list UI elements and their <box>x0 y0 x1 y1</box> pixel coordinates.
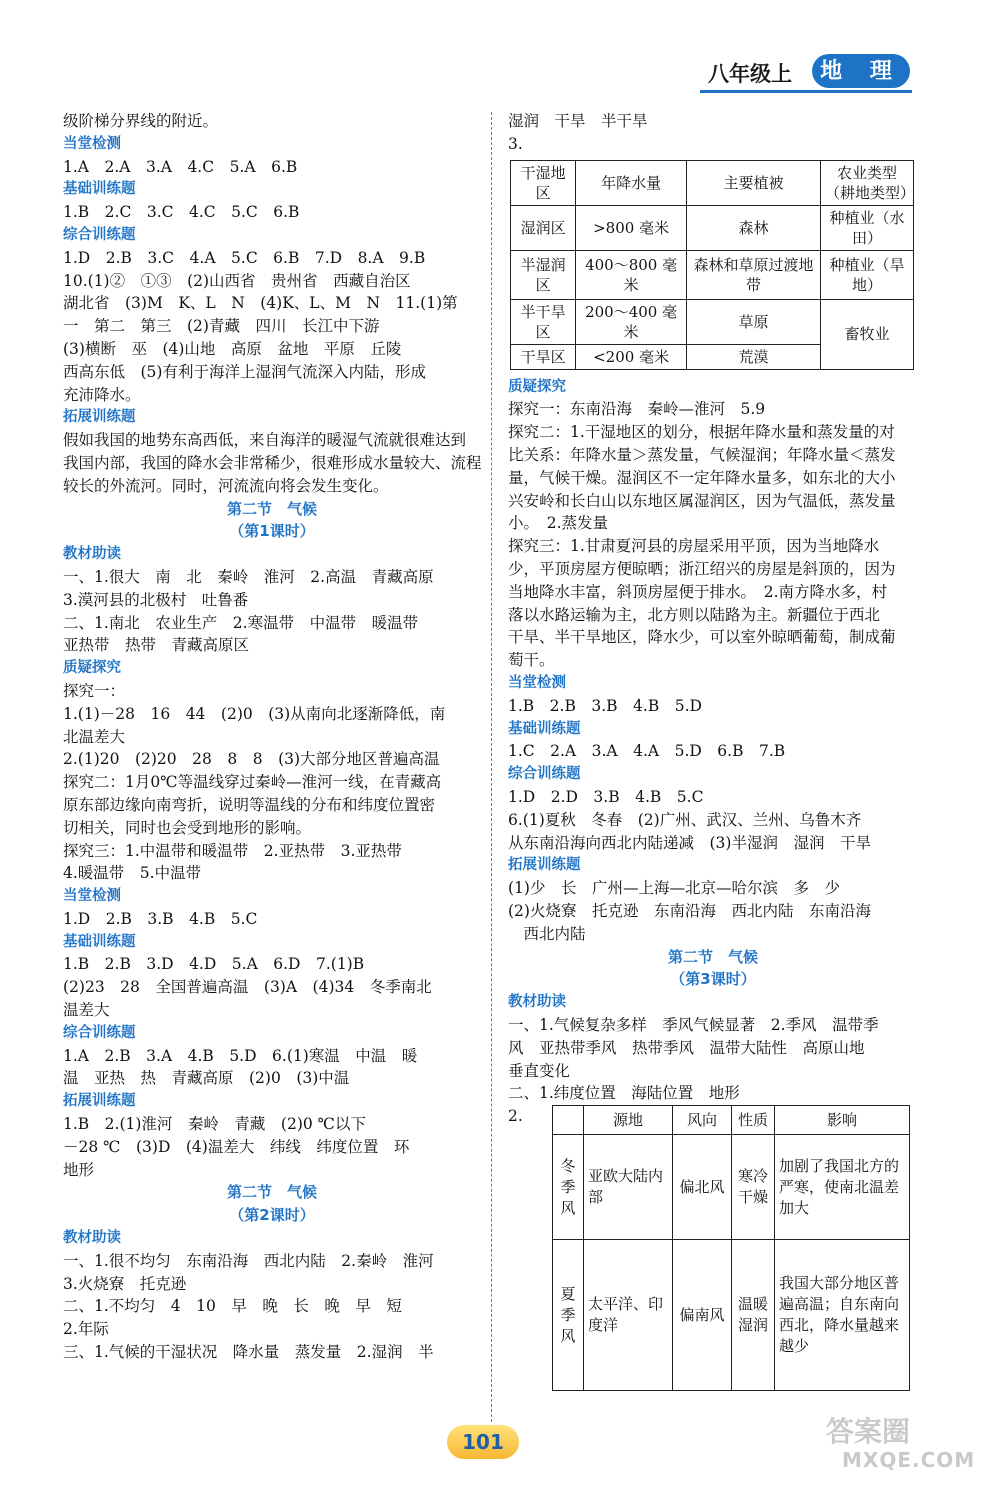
answer-line: 当地降水丰富，斜顶房屋便于排水。 2.南方降水多，村 <box>508 582 888 601</box>
answer-line: 较长的外流河。同时，河流流向将会发生变化。 <box>63 476 389 495</box>
table-cell: 冬季风 <box>553 1135 584 1240</box>
right-column <box>508 110 918 1391</box>
answer-line: 温差大 <box>63 1001 110 1020</box>
answer-line: 温 亚热 热 青藏高原 (2)0 (3)中温 <box>63 1069 350 1088</box>
monsoon-table-wrap <box>508 1105 918 1391</box>
answer-line: 探究二：1.干湿地区的划分，根据年降水量和蒸发量的对 <box>508 423 895 442</box>
table-cell: 温暖湿润 <box>732 1240 775 1391</box>
answer-line: 3. <box>508 134 523 153</box>
section-heading: 当堂检测 <box>63 888 121 905</box>
answer-line: 北温差大 <box>63 727 126 746</box>
section-heading: 基础训练题 <box>508 720 581 737</box>
table-cell: 200～400 毫米 <box>576 299 687 344</box>
section-heading: 质疑探究 <box>63 660 121 677</box>
answer-line: 探究一： <box>63 681 126 700</box>
answer-line: 风 亚热带季风 热带季风 温带大陆性 高原山地 <box>508 1038 865 1057</box>
answer-line: 2.(1)20 (2)20 28 8 8 (3)大部分地区普遍高温 <box>63 750 440 769</box>
chapter-title: 第二节 气候 <box>226 1183 317 1202</box>
table-cell: 400～800 毫米 <box>576 250 687 299</box>
table-header-cell: 年降水量 <box>576 160 687 205</box>
table-cell: 加剧了我国北方的严寒，使南北温差加大 <box>775 1135 910 1240</box>
watermark-logo: 答案圈 <box>826 1415 911 1448</box>
section-heading: 综合训练题 <box>63 226 136 243</box>
chapter-title: 第二节 气候 <box>667 947 758 966</box>
text-line: 级阶梯分界线的附近。 <box>63 112 219 130</box>
answer-line: 一 第二 第三 (2)青藏 四川 长江中下游 <box>63 317 380 336</box>
answer-line: 2.年际 <box>63 1320 109 1339</box>
answer-line: 1.A 2.B 3.A 4.B 5.D 6.(1)寒温 中温 暖 <box>63 1046 418 1065</box>
answer-line: 一、1.气候复杂多样 季风气候显著 2.季风 温带季 <box>508 1015 879 1034</box>
section-heading: 拓展训练题 <box>63 409 136 426</box>
answer-line: (3)横断 巫 (4)山地 高原 盆地 平原 丘陵 <box>63 339 402 358</box>
answer-line: 探究三：1.甘肃夏河县的房屋采用平顶，因为当地降水 <box>508 537 880 556</box>
answer-line: (1)少 长 广州—上海—北京—哈尔滨 多 少 <box>508 879 840 898</box>
header-rule <box>700 90 912 93</box>
table-cell: 种植业（旱地） <box>821 250 914 299</box>
table-header-cell: 性质 <box>732 1106 775 1135</box>
answer-line: 假如我国的地势东高西低，来自海洋的暖湿气流就很难达到 <box>63 431 467 450</box>
answer-line: 1.(1)－28 16 44 (2)0 (3)从南向北逐渐降低，南 <box>63 704 446 723</box>
column-divider <box>491 112 492 1422</box>
answer-line: 量，气候干燥。湿润区不一定年降水量多，如东北的大小 <box>508 468 896 487</box>
table-cell: 夏季风 <box>553 1240 584 1391</box>
lesson-title: （第1课时） <box>229 522 315 541</box>
chapter-title: 第二节 气候 <box>226 499 317 518</box>
answer-line: 萄干。 <box>508 651 555 670</box>
table-cell: 偏南风 <box>673 1240 732 1391</box>
table-cell: 畜牧业 <box>821 299 914 369</box>
answer-line: 二、1.南北 农业生产 2.寒温带 中温带 暖温带 <box>63 613 419 632</box>
monsoon-table <box>552 1105 910 1391</box>
table-header-cell <box>553 1106 584 1135</box>
answer-line: 二、1.纬度位置 海陆位置 地形 <box>508 1084 740 1103</box>
dry-wet-regions-table <box>510 160 914 370</box>
lesson-title: （第2课时） <box>229 1206 315 1225</box>
section-heading: 教材助读 <box>63 1230 121 1247</box>
answer-line: 湖北省 (3)M K、L N (4)K、L、M N 11.(1)第 <box>63 294 458 313</box>
answer-line: 垂直变化 <box>508 1061 571 1080</box>
answer-line: 我国内部，我国的降水会非常稀少，很难形成水量较大、流程 <box>63 453 482 472</box>
section-heading: 基础训练题 <box>63 181 136 198</box>
section-heading: 质疑探究 <box>508 378 566 395</box>
answer-line: 1.C 2.A 3.A 4.A 5.D 6.B 7.B <box>508 742 786 761</box>
answer-line: 2. <box>508 1107 523 1126</box>
answer-line: 10.(1)② ①③ (2)山西省 贵州省 西藏自治区 <box>63 271 411 290</box>
answer-line: 1.B 2.C 3.C 4.C 5.C 6.B <box>63 203 300 222</box>
answer-line: 探究三：1.中温带和暖温带 2.亚热带 3.亚热带 <box>63 841 402 860</box>
answer-line: 一、1.很不均匀 东南沿海 西北内陆 2.秦岭 淮河 <box>63 1251 434 1270</box>
answer-line: 1.D 2.D 3.B 4.B 5.C <box>508 787 704 806</box>
answer-line: 落以水路运输为主，北方则以陆路为主。新疆位于西北 <box>508 605 881 624</box>
answer-line: 4.暖温带 5.中温带 <box>63 864 202 883</box>
table-header-cell: 风向 <box>673 1106 732 1135</box>
answer-line: 切相关，同时也会受到地形的影响。 <box>63 818 312 837</box>
answer-line: －28 ℃ (3)D (4)温差大 纬线 纬度位置 环 <box>63 1137 410 1156</box>
section-heading: 综合训练题 <box>63 1024 136 1041</box>
answer-line: 从东南沿海向西北内陆递减 (3)半湿润 湿润 干旱 <box>508 833 871 852</box>
table-cell: >800 毫米 <box>576 205 687 250</box>
answer-line: 1.D 2.B 3.B 4.B 5.C <box>63 909 258 928</box>
table-cell: 种植业（水田） <box>821 205 914 250</box>
section-heading: 拓展训练题 <box>63 1093 136 1110</box>
section-heading: 拓展训练题 <box>508 857 581 874</box>
table-cell: 草原 <box>686 299 820 344</box>
header-subject-badge: 地 理 <box>812 54 910 88</box>
section-heading: 基础训练题 <box>63 933 136 950</box>
answer-line: 3.火烧寮 托克逊 <box>63 1274 187 1293</box>
table-cell: 寒冷干燥 <box>732 1135 775 1240</box>
answer-line: 小。 2.蒸发量 <box>508 514 609 533</box>
answer-line: 1.B 2.B 3.B 4.B 5.D <box>508 696 702 715</box>
table-cell: 荒漠 <box>686 344 820 369</box>
answer-line: 西北内陆 <box>508 924 586 943</box>
answer-line: 1.B 2.(1)淮河 秦岭 青藏 (2)0 ℃以下 <box>63 1115 367 1134</box>
answer-line: 亚热带 热带 青藏高原区 <box>63 636 250 655</box>
table-header-cell: 干湿地区 <box>511 160 576 205</box>
answer-line: 少，平顶房屋方便晾晒；浙江绍兴的房屋是斜顶的，因为 <box>508 559 896 578</box>
table-cell: 湿润区 <box>511 205 576 250</box>
section-heading: 当堂检测 <box>508 674 566 691</box>
answer-line: 干旱、半干旱地区，降水少，可以室外晾晒葡萄，制成葡 <box>508 628 896 647</box>
answer-line: 1.A 2.A 3.A 4.C 5.A 6.B <box>63 157 298 176</box>
answer-line: 充沛降水。 <box>63 385 141 404</box>
section-heading: 当堂检测 <box>63 135 121 152</box>
table-header-cell: 农业类型（耕地类型） <box>821 160 914 205</box>
answer-line: 一、1.很大 南 北 秦岭 淮河 2.高温 青藏高原 <box>63 567 434 586</box>
answer-line: 1.B 2.B 3.D 4.D 5.A 6.D 7.(1)B <box>63 955 365 974</box>
left-column <box>63 110 481 1364</box>
section-heading: 教材助读 <box>508 994 566 1011</box>
answer-line: 3.漠河县的北极村 吐鲁番 <box>63 590 249 609</box>
table-cell: 森林 <box>686 205 820 250</box>
section-heading: 综合训练题 <box>508 766 581 783</box>
answer-line: (2)火烧寮 托克逊 东南沿海 西北内陆 东南沿海 <box>508 901 871 920</box>
answer-line: (2)23 28 全国普遍高温 (3)A (4)34 冬季南北 <box>63 978 432 997</box>
answer-line: 探究一：东南沿海 秦岭—淮河 5.9 <box>508 400 766 419</box>
answer-line: 原东部边缘向南弯折，说明等温线的分布和纬度位置密 <box>63 795 436 814</box>
table-cell: 半湿润区 <box>511 250 576 299</box>
answer-line: 1.D 2.B 3.C 4.A 5.C 6.B 7.D 8.A 9.B <box>63 248 426 267</box>
answer-line: 二、1.不均匀 4 10 早 晚 长 晚 早 短 <box>63 1297 402 1316</box>
answer-line: 6.(1)夏秋 冬春 (2)广州、武汉、兰州、乌鲁木齐 <box>508 810 862 829</box>
table-cell: 干旱区 <box>511 344 576 369</box>
lesson-title: （第3课时） <box>670 970 756 989</box>
table-cell: <200 毫米 <box>576 344 687 369</box>
table-cell: 太平洋、印度洋 <box>584 1240 673 1391</box>
answer-line: 探究二：1月0℃等温线穿过秦岭—淮河一线，在青藏高 <box>63 773 442 792</box>
table-header-cell: 主要植被 <box>686 160 820 205</box>
section-heading: 教材助读 <box>63 546 121 563</box>
page-number-badge: 101 <box>447 1425 519 1459</box>
table-header-cell: 源地 <box>584 1106 673 1135</box>
answer-line: 三、1.气候的干湿状况 降水量 蒸发量 2.湿润 半 <box>63 1343 434 1362</box>
answer-line: 比关系：年降水量＞蒸发量，气候湿润；年降水量＜蒸发 <box>508 445 896 464</box>
table-cell: 亚欧大陆内部 <box>584 1135 673 1240</box>
answer-line: 兴安岭和长白山以东地区属湿润区，因为气温低，蒸发量 <box>508 491 896 510</box>
answer-line: 湿润 干旱 半干旱 <box>508 112 648 130</box>
table-cell: 偏北风 <box>673 1135 732 1240</box>
table-cell: 半干旱区 <box>511 299 576 344</box>
table-cell: 我国大部分地区普遍高温；自东南向西北，降水量越来越少 <box>775 1240 910 1391</box>
answer-line: 西高东低 (5)有利于海洋上湿润气流深入内陆，形成 <box>63 362 426 381</box>
watermark-url: MXQE.COM <box>842 1448 976 1472</box>
table-cell: 森林和草原过渡地带 <box>686 250 820 299</box>
table-header-cell: 影响 <box>775 1106 910 1135</box>
answer-line: 地形 <box>63 1160 95 1179</box>
header-grade: 八年级上 <box>708 61 792 86</box>
